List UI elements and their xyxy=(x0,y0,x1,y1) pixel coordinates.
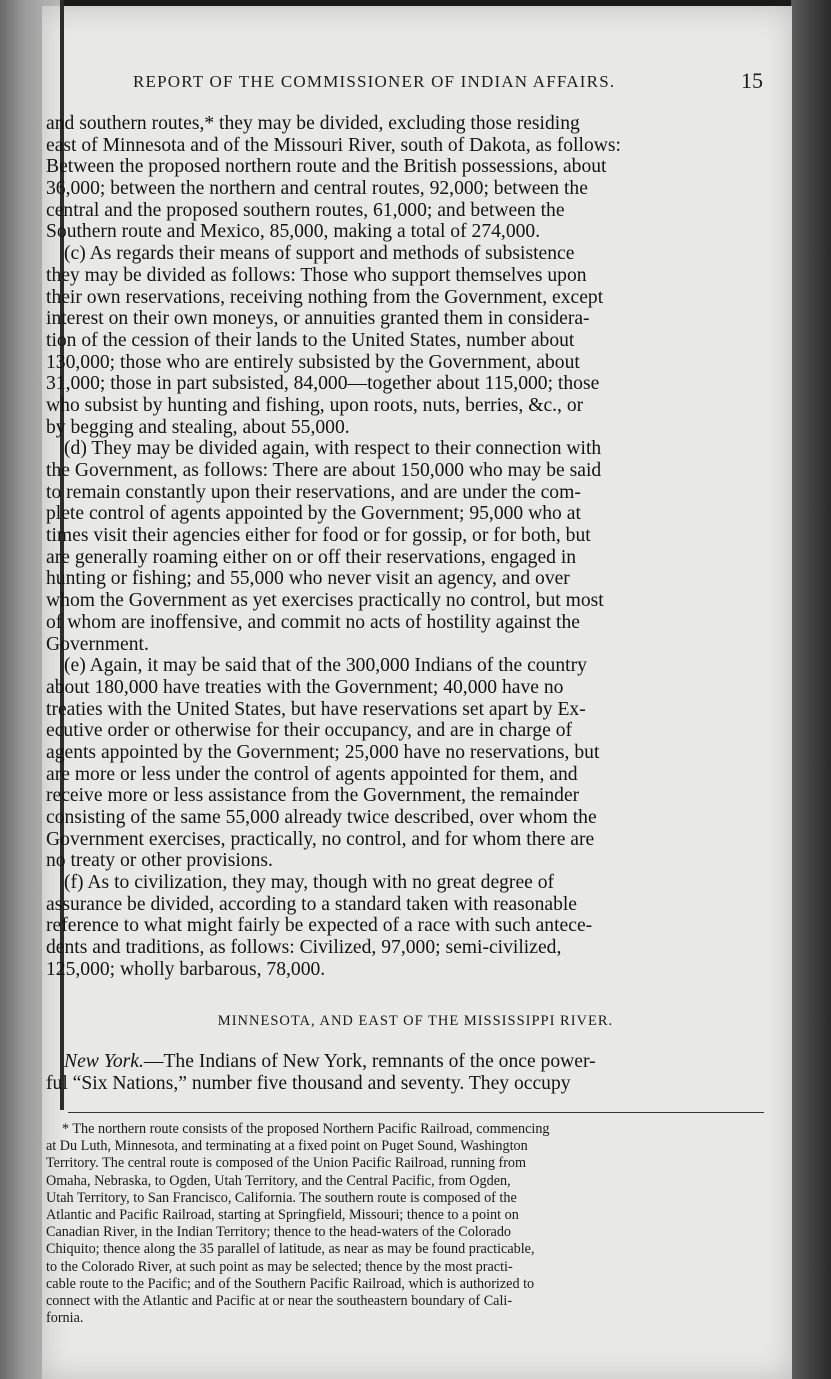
footnote xyxy=(46,1121,766,1327)
text-line: to remain constantly upon their reservations, and are under the com- xyxy=(46,481,581,503)
body-text xyxy=(46,113,770,981)
footnote-line: Canadian River, in the Indian Territory; thence to the head-waters of the Colorado xyxy=(46,1224,512,1241)
footnote-line: Omaha, Nebraska, to Ogden, Utah Territory, and the Central Pacific, from Ogden, xyxy=(46,1172,511,1189)
text-line: agents appointed by the Government; 25,000 have no reservations, but xyxy=(46,741,600,763)
paragraph-e-start: (e) Again, it may be said that of the 300,000 Indians of the country xyxy=(64,655,587,677)
text-line: ecutive order or otherwise for their occupancy, and are in charge of xyxy=(46,720,573,742)
footnote-line: cable route to the Pacific; and of the Southern Pacific Railroad, which is authorized to xyxy=(46,1275,535,1292)
footnote-line: Utah Territory, to San Francisco, California. The southern route is composed of the xyxy=(46,1189,517,1206)
text-line: receive more or less assistance from the Government, the remainder xyxy=(46,785,580,807)
paragraph-d-start: (d) They may be divided again, with respect to their connection with xyxy=(64,438,602,460)
section-heading: MINNESOTA, AND EAST OF THE MISSISSIPPI RIVER. xyxy=(217,1013,614,1029)
text-line: 130,000; those who are entirely subsisted by the Government, about xyxy=(46,351,580,373)
text-line: of whom are inoffensive, and commit no acts of hostility against the xyxy=(46,611,580,633)
new-york-lead: New York. xyxy=(64,1051,144,1072)
new-york-line-1 xyxy=(46,1051,770,1073)
text-line: tion of the cession of their lands to the United States, number about xyxy=(46,329,575,351)
paragraph-c-start: (c) As regards their means of support and methods of subsistence xyxy=(64,243,575,265)
text-line: are more or less under the control of agents appointed for them, and xyxy=(46,763,578,785)
paragraph-f-start: (f) As to civilization, they may, though with no great degree of xyxy=(64,872,555,894)
text-line: whom the Government as yet exercises practically no control, but most xyxy=(46,590,604,612)
text-line: Government exercises, practically, no control, and for whom there are xyxy=(46,828,595,850)
footnote-line: Atlantic and Pacific Railroad, starting at Springfield, Missouri; thence to a point on xyxy=(46,1206,519,1223)
new-york-line-2: ful “Six Nations,” number five thousand and seventy. They occupy xyxy=(46,1073,571,1094)
text-line: interest on their own moneys, or annuities granted them in considera- xyxy=(46,308,590,330)
text-line: are generally roaming either on or off their reservations, engaged in xyxy=(46,546,577,568)
text-line: central and the proposed southern routes, 61,000; and between the xyxy=(46,199,565,221)
new-york-paragraph xyxy=(46,1051,770,1095)
text-line: their own reservations, receiving nothing from the Government, except xyxy=(46,286,604,308)
page-number: 15 xyxy=(741,68,763,93)
text-line: plete control of agents appointed by the Government; 95,000 who at xyxy=(46,503,581,525)
text-line: 36,000; between the northern and central routes, 92,000; between the xyxy=(46,178,588,200)
text-line: treaties with the United States, but have reservations set apart by Ex- xyxy=(46,698,586,720)
text-line: east of Minnesota and of the Missouri River, south of Dakota, as follows: xyxy=(46,134,621,156)
text-line: no treaty or other provisions. xyxy=(46,850,273,872)
text-line: they may be divided as follows: Those who support themselves upon xyxy=(46,264,587,286)
text-line: consisting of the same 55,000 already twice described, over whom the xyxy=(46,807,597,828)
text-line: Southern route and Mexico, 85,000, making a total of 274,000. xyxy=(46,221,541,243)
text-line: and southern routes,* they may be divided, excluding those residing xyxy=(46,113,580,134)
text-line: who subsist by hunting and fishing, upon roots, nuts, berries, &c., or xyxy=(46,394,584,416)
footnote-line: Territory. The central route is composed of the Union Pacific Railroad, running from xyxy=(46,1155,527,1172)
text-line: by begging and stealing, about 55,000. xyxy=(46,416,350,438)
footnote-rule xyxy=(68,1112,764,1113)
page-header xyxy=(75,66,775,96)
text-line: the Government, as follows: There are about 150,000 who may be said xyxy=(46,460,602,481)
text-line: dents and traditions, as follows: Civilized, 97,000; semi-civilized, xyxy=(46,937,562,959)
text-line: reference to what might fairly be expected of a race with such antece- xyxy=(46,915,593,937)
running-head: REPORT OF THE COMMISSIONER OF INDIAN AFFAIRS. xyxy=(133,72,616,91)
footnote-line: fornia. xyxy=(46,1310,84,1327)
footnote-line: * The northern route consists of the proposed Northern Pacific Railroad, commencing xyxy=(62,1121,550,1137)
footnote-line: to the Colorado River, at such point as may be selected; thence by the most practi- xyxy=(46,1258,513,1275)
text-line: times visit their agencies either for food or for gossip, or for both, but xyxy=(46,525,591,547)
text-line: about 180,000 have treaties with the Government; 40,000 have no xyxy=(46,676,564,698)
text-line: hunting or fishing; and 55,000 who never visit an agency, and over xyxy=(46,568,570,590)
text-line: 125,000; wholly barbarous, 78,000. xyxy=(46,958,326,980)
footnote-line: at Du Luth, Minnesota, and terminating at a fixed point on Puget Sound, Washington xyxy=(46,1138,528,1155)
scan-background-right xyxy=(791,0,831,1379)
text-line: 31,000; those in part subsisted, 84,000—together about 115,000; those xyxy=(46,373,600,395)
text-line: Government. xyxy=(46,633,149,655)
footnote-line: connect with the Atlantic and Pacific at or near the southeastern boundary of Cali- xyxy=(46,1292,513,1309)
text-line: assurance be divided, according to a standard taken with reasonable xyxy=(46,893,578,915)
text-line: Between the proposed northern route and the British possessions, about xyxy=(46,156,607,178)
new-york-line-1-rest: —The Indians of New York, remnants of the once power- xyxy=(143,1051,596,1072)
footnote-line: Chiquito; thence along the 35 parallel of latitude, as near as may be found practicable, xyxy=(46,1241,535,1258)
